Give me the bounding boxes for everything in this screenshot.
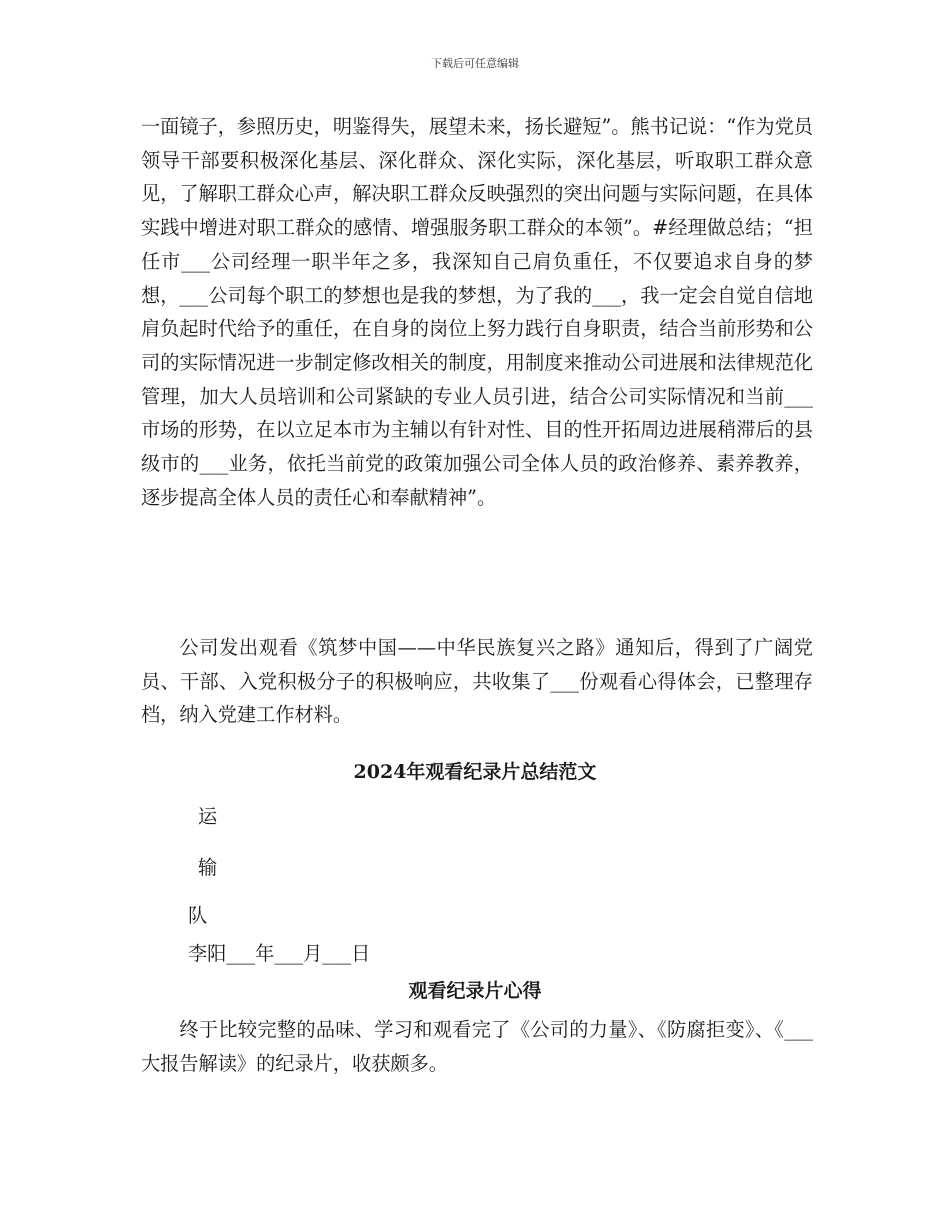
document-title-1: 2024年观看纪录片总结范文 <box>353 761 597 783</box>
signature-line-2: 输 <box>198 856 218 879</box>
signature-line-3: 队 <box>188 904 208 927</box>
page-header-note: 下载后可任意编辑 <box>431 57 519 70</box>
document-title-2: 观看纪录片心得 <box>408 980 542 1002</box>
body-paragraph-1: 一面镜子，参照历史，明鉴得失，展望未来，扬长避短”。熊书记说：“作为党员领导干部要积极深化基层、深化群众、深化实际，深化基层，听取职工群众意见，了解职工群众心声，解决职工群众反映强烈的突出问题与实际问题，在具体实践中增进对职工群众的感情、增强服务职工群众的本领”。#经理做总结；“担任市___公司经理一职半年之多，我深知自己肩负重任，不仅要追求自身的梦想，___公司每个职工的梦想也是我的梦想，为了我的___，我一定会自觉自信地肩负起时代给予的重任，在自身的岗位上努力践行自身职责，结合当前形势和公司的实际情况进一步制定修改相关的制度，用制度来推动公司进展和法律规范化管理，加大人员培训和公司紧缺的专业人员引进，结合公司实际情况和当前___市场的形势，在以立足本市为主辅以有针对性、目的性开拓周边进展稍滞后的县级市的___业务，依托当前党的政策加强公司全体人员的政治修养、素养教养，逐步提高全体人员的责任心和奉献精神”。 <box>141 115 813 509</box>
body-paragraph-2: 公司发出观看《筑梦中国——中华民族复兴之路》通知后，得到了广阔党员、干部、入党积极分子的积极响应，共收集了___份观看心得体会，已整理存档，纳入党建工作材料。 <box>141 636 813 727</box>
signature-date-line: 李阳___年___月___日 <box>188 942 371 965</box>
signature-line-1: 运 <box>198 805 218 828</box>
body-paragraph-3: 终于比较完整的品味、学习和观看完了《公司的力量》、《防腐拒变》、《___大报告解读》的纪录片，收获颇多。 <box>141 1018 813 1075</box>
